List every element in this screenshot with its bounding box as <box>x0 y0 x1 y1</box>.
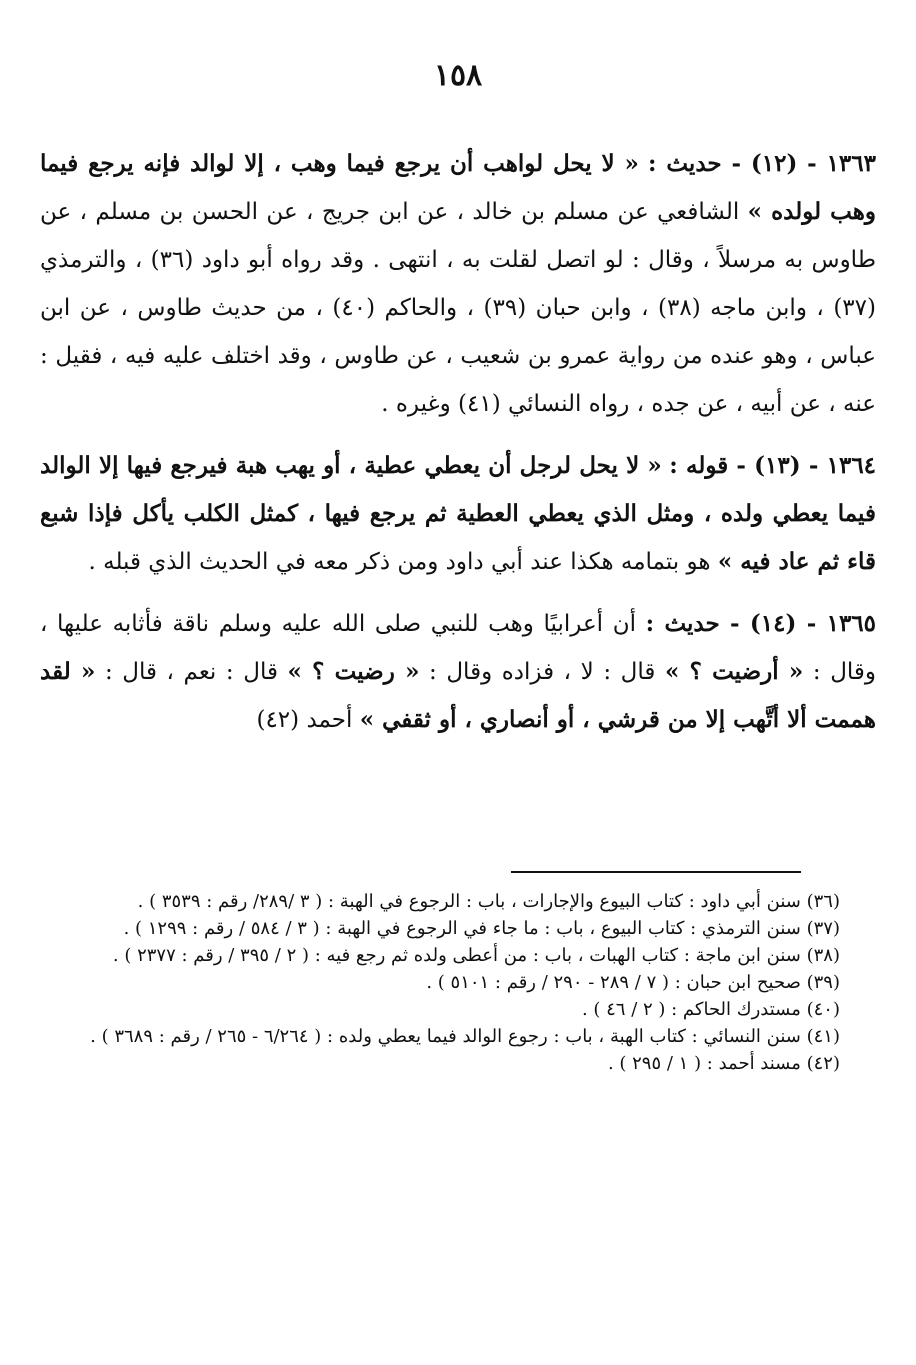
hadith-entry-1364 <box>40 442 876 586</box>
footnotes <box>40 888 840 1077</box>
footnote-39: (٣٩) صحيح ابن حبان : ( ٧ / ٢٨٩ - ٢٩٠ / رقم : ٥١٠١ ) . <box>426 972 840 993</box>
footnote-37: (٣٧) سنن الترمذي : كتاب البيوع ، باب : ما جاء في الرجوع في الهبة : ( ٣ / ٥٨٤ / رقم : ١٢٩٩ ) . <box>123 918 840 939</box>
hadith-quote: « رضيت ؟ » <box>287 658 420 685</box>
footnote-40: (٤٠) مستدرك الحاكم : ( ٢ / ٤٦ ) . <box>581 999 840 1020</box>
page-number: ١٥٨ <box>433 58 483 93</box>
footnote-42: (٤٢) مسند أحمد : ( ١ / ٢٩٥ ) . <box>607 1053 840 1074</box>
hadith-entry-1365 <box>40 600 876 744</box>
hadith-quote: « لا يحل لواهب أن يرجع فيما وهب ، إلا لوالد فإنه يرجع فيما وهب لولده » <box>40 150 877 225</box>
main-text <box>40 140 876 758</box>
entry-text: قال : نعم ، قال : <box>104 659 278 685</box>
entry-header: ١٣٦٤ - (١٣) - قوله : <box>669 452 877 479</box>
entry-text: قال : لا ، فزاده وقال : <box>429 659 656 685</box>
entry-header: ١٣٦٣ - (١٢) - حديث : <box>648 150 876 177</box>
footnote-38: (٣٨) سنن ابن ماجة : كتاب الهبات ، باب : من أعطى ولده ثم رجع فيه : ( ٢ / ٣٩٥ / رقم : ٢٣٧٧ ) . <box>112 945 840 966</box>
entry-body: الشافعي عن مسلم بن خالد ، عن ابن جريج ، عن الحسن بن مسلم ، عن طاوس به مرسلاً ، وقال : لو اتصل لقلت به ، انتهى . وقد رواه أبو داود (٣٦) ، والترمذي (٣٧) ، وابن ماجه (٣٨) ، وابن حبان (٣٩) ، والحاكم (٤٠) ، من حديث طاوس ، عن ابن عباس ، وهو عنده من رواية عمرو بن شعيب ، عن طاوس ، وقد اختلف عليه فيه ، فقيل : عنه ، عن أبيه ، عن جده ، رواه النسائي (٤١) وغيره . <box>40 199 876 417</box>
hadith-entry-1363 <box>40 140 876 428</box>
hadith-quote: « أرضيت ؟ » <box>664 658 804 685</box>
footnote-41: (٤١) سنن النسائي : كتاب الهبة ، باب : رجوع الوالد فيما يعطي ولده : ( ٦/٢٦٤ - ٢٦٥ / رقم : ٣٦٨٩ ) . <box>90 1026 840 1047</box>
hadith-quote: « لقد هممت ألا أتَّهب إلا من قرشي ، أو أنصاري ، أو ثقفي » <box>40 658 876 733</box>
entry-header: ١٣٦٥ - (١٤) - حديث : <box>645 610 877 637</box>
footnote-separator <box>511 871 801 873</box>
hadith-quote: « لا يحل لرجل أن يعطي عطية ، أو يهب هبة فيرجع فيها إلا الوالد فيما يعطي ولده ، ومثل الذي يعطي العطية ثم يرجع فيها ، كمثل الكلب يأكل فإذا شبع قاء ثم عاد فيه » <box>40 452 876 575</box>
footnote-36: (٣٦) سنن أبي داود : كتاب البيوع والإجارات ، باب : الرجوع في الهبة : ( ٣ /٢٨٩/ رقم : ٣٥٣٩ ) . <box>137 891 840 912</box>
entry-intro: أن أعرابيًا وهب للنبي صلى الله عليه وسلم ناقة فأثابه عليها ، وقال : <box>40 611 877 685</box>
entry-body: هو بتمامه هكذا عند أبي داود ومن ذكر معه في الحديث الذي قبله . <box>88 549 711 575</box>
entry-citation: أحمد (٤٢) <box>256 707 353 733</box>
